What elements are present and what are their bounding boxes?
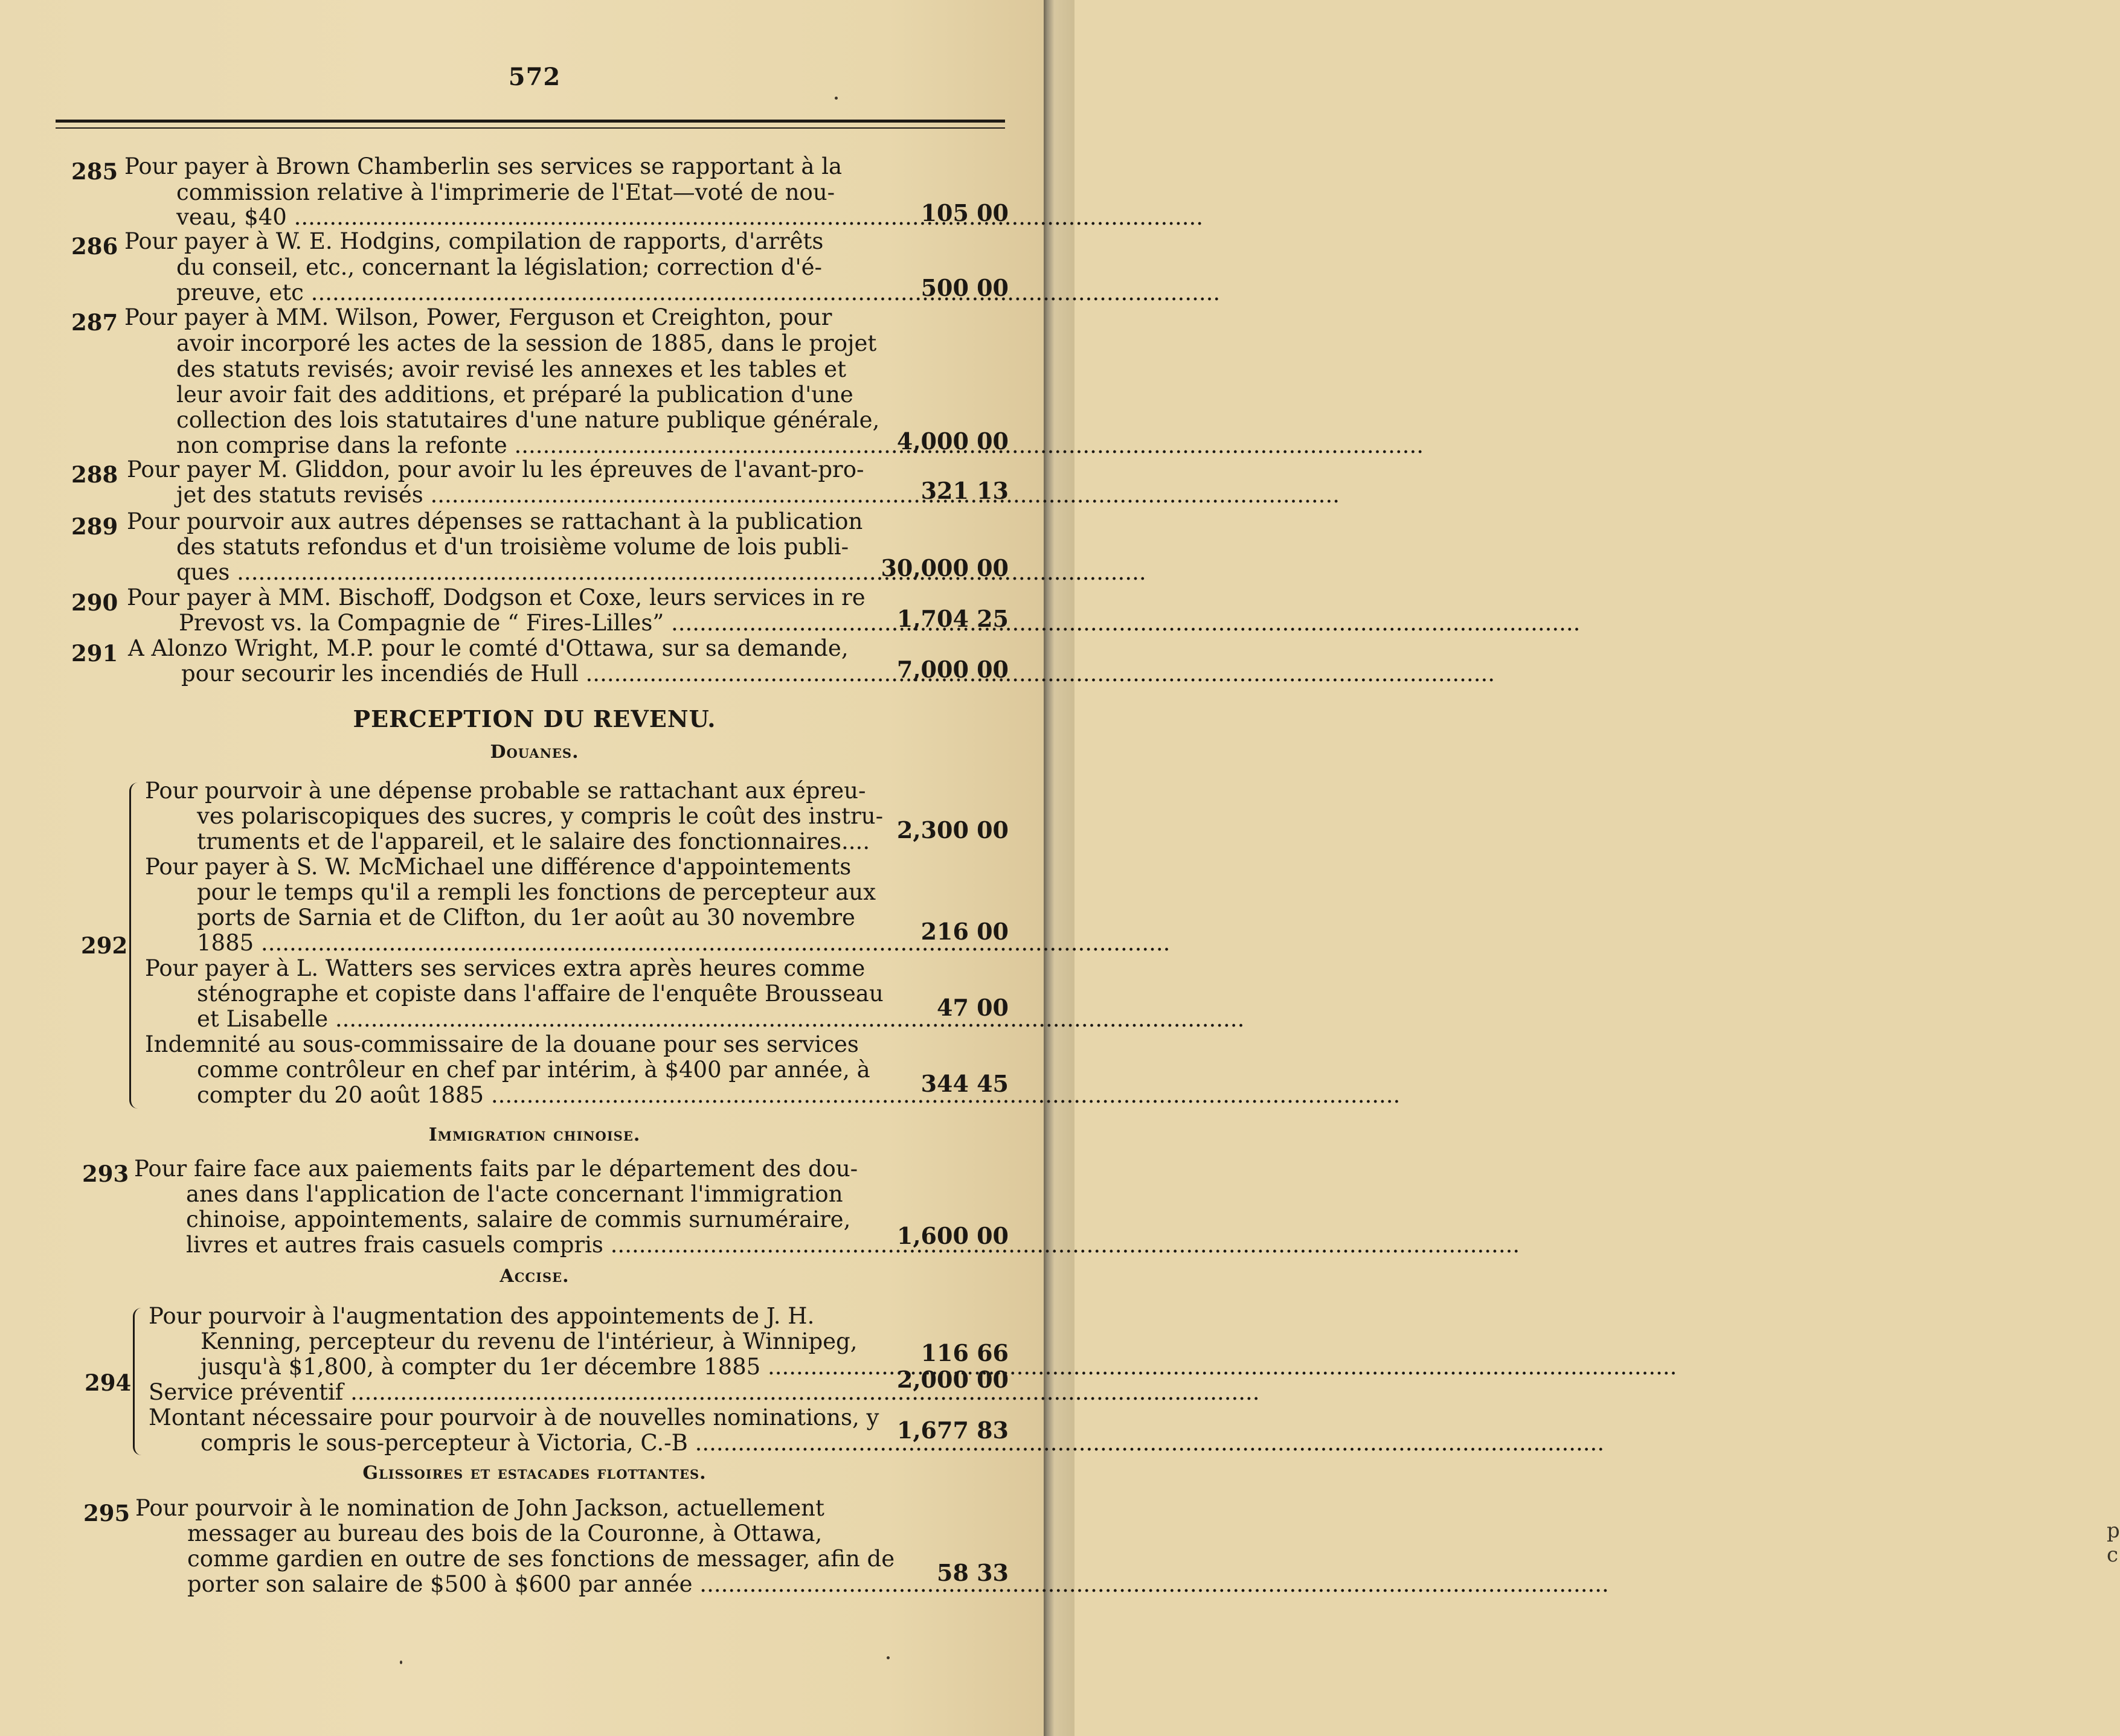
entry-text: Pour pourvoir à le nomination de John Jackson, actuellement [135,1495,824,1521]
amount: 1,677 83 [896,1417,1009,1444]
entry-text: sténographe et copiste dans l'affaire de l'enquête Brousseau [197,981,884,1007]
item-number: 285 [71,158,118,185]
entry-text: comme gardien en outre de ses fonctions de messager, afin de [187,1546,895,1572]
entry-text: ves polariscopiques des sucres, y compris le coût des instru- [197,803,884,829]
entry-text: commission relative à l'imprimerie de l'Etat—voté de nou- [176,179,835,205]
item-number: 294 [85,1369,132,1396]
edge-mark: p [2107,1519,2120,1543]
item-number: 291 [71,640,118,667]
brace [129,783,142,1109]
entry-text: avoir incorporé les actes de la session de 1885, dans le projet [176,330,877,356]
amount: 116 66 [920,1339,1009,1366]
subsection-heading: Immigration chinoise. [428,1124,641,1145]
amount: 4,000 00 [896,428,1009,455]
amount: 2,300 00 [896,816,1009,844]
amount: 7,000 00 [896,656,1009,683]
page-number: 572 [508,63,561,91]
entry-text: Pour payer M. Gliddon, pour avoir lu les épreuves de l'avant-pro- [127,456,864,482]
paper-speck [887,1656,890,1659]
amount: 344 45 [920,1070,1009,1097]
entry-text: ports de Sarnia et de Clifton, du 1er août au 30 novembre [197,905,855,930]
entry-text: non comprise dans la refonte [176,432,507,458]
entry-text: Pour payer à Brown Chamberlin ses services se rapportant à la [124,153,843,179]
entry-text: Pour payer à L. Watters ses services extra après heures comme [145,955,866,981]
item-number: 287 [71,309,118,336]
entry-text: Montant nécessaire pour pourvoir à de nouvelles nominations, y [149,1404,879,1430]
amount: 216 00 [920,918,1009,945]
entry-text: jusqu'à $1,800, à compter du 1er décembre 1885 [201,1354,761,1380]
entry-text: comme contrôleur en chef par intérim, à $400 par année, à [197,1057,870,1083]
entry-text: veau, $40 [176,204,287,230]
item-number: 289 [71,513,118,540]
entry-text: des statuts revisés; avoir revisé les annexes et les tables et [176,356,846,382]
entry-text: pour le temps qu'il a rempli les fonctions de percepteur aux [197,879,876,905]
entry-text: Pour payer à W. E. Hodgins, compilation de rapports, d'arrêts [124,228,824,254]
entry-text: anes dans l'application de l'acte concernant l'immigration [186,1181,843,1207]
entry-text: 1885 [197,930,254,956]
entry-text: du conseil, etc., concernant la législation; correction d'é- [176,254,823,280]
amount: 105 00 [920,199,1009,226]
amount: 58 33 [937,1559,1009,1586]
entry-text: Pour payer à MM. Wilson, Power, Ferguson et Creighton, pour [124,304,832,330]
entry-text: des statuts refondus et d'un troisième volume de lois publi- [176,534,849,560]
subsection-heading: Douanes. [490,741,579,763]
amount: 1,704 25 [896,605,1009,632]
subsection-heading: Glissoires et estacades flottantes. [362,1462,707,1484]
item-number: 288 [71,461,118,488]
header-rule [56,120,1005,123]
entry-text: truments et de l'appareil, et le salaire des fonctionnaires.... [197,828,870,854]
item-number: 295 [83,1500,130,1526]
entry-text: Pour pourvoir à l'augmentation des appointements de J. H. [149,1303,815,1329]
header-rule [56,127,1005,129]
entry-text: Pour payer à S. W. McMichael une différence d'appointements [145,854,852,880]
subsection-heading: Accise. [499,1266,570,1287]
entry-text: Indemnité au sous-commissaire de la douane pour ses services [145,1031,859,1057]
entry-text: messager au bureau des bois de la Couronne, à Ottawa, [187,1520,823,1546]
paper-speck [835,97,838,100]
entry-text: A Alonzo Wright, M.P. pour le comté d'Ottawa, sur sa demande, [128,635,849,661]
entry-text: compter du 20 août 1885 [197,1082,484,1108]
entry-text: Kenning, percepteur du revenu de l'intérieur, à Winnipeg, [201,1328,858,1354]
entry-text: Service préventif [149,1379,344,1405]
entry-text: et Lisabelle [197,1006,329,1032]
amount: 2,000 00 [896,1366,1009,1393]
entry-text: Pour faire face aux paiements faits par le département des dou- [134,1156,858,1182]
entry-text: ques [176,559,230,585]
item-number: 293 [82,1161,129,1187]
entry-text: collection des lois statutaires d'une nature publique générale, [176,407,880,433]
amount: 47 00 [937,994,1009,1021]
entry-text: Pour pourvoir aux autres dépenses se rattachant à la publication [127,508,863,534]
entry-text: Pour pourvoir à une dépense probable se rattachant aux épreu- [145,778,866,804]
item-number: 286 [71,233,118,260]
entry-text: chinoise, appointements, salaire de commis surnuméraire, [186,1206,851,1232]
edge-mark: c [2107,1543,2119,1567]
paper-speck [400,1661,402,1664]
brace [133,1308,146,1455]
amount: 30,000 00 [881,554,1009,581]
amount: 500 00 [920,274,1009,301]
amount: 321 13 [920,477,1009,504]
entry-text: pour secourir les incendiés de Hull [181,661,579,687]
entry-text: preuve, etc [176,280,304,306]
entry-text: jet des statuts revisés [176,482,423,508]
entry-text: porter son salaire de $500 à $600 par année [187,1571,693,1597]
amount: 1,600 00 [896,1222,1009,1249]
entry-text: Pour payer à MM. Bischoff, Dodgson et Coxe, leurs services in re [127,585,866,610]
entry-text: compris le sous-percepteur à Victoria, C.-B [201,1430,688,1456]
entry-text: leur avoir fait des additions, et préparé la publication d'une [176,382,853,408]
entry-text: Prevost vs. la Compagnie de “ Fires-Lilles” [179,610,664,636]
entry-text: livres et autres frais casuels compris [186,1232,603,1258]
section-title: PERCEPTION DU REVENU. [353,705,716,732]
item-number: 290 [71,589,118,616]
item-number: 292 [81,932,128,959]
